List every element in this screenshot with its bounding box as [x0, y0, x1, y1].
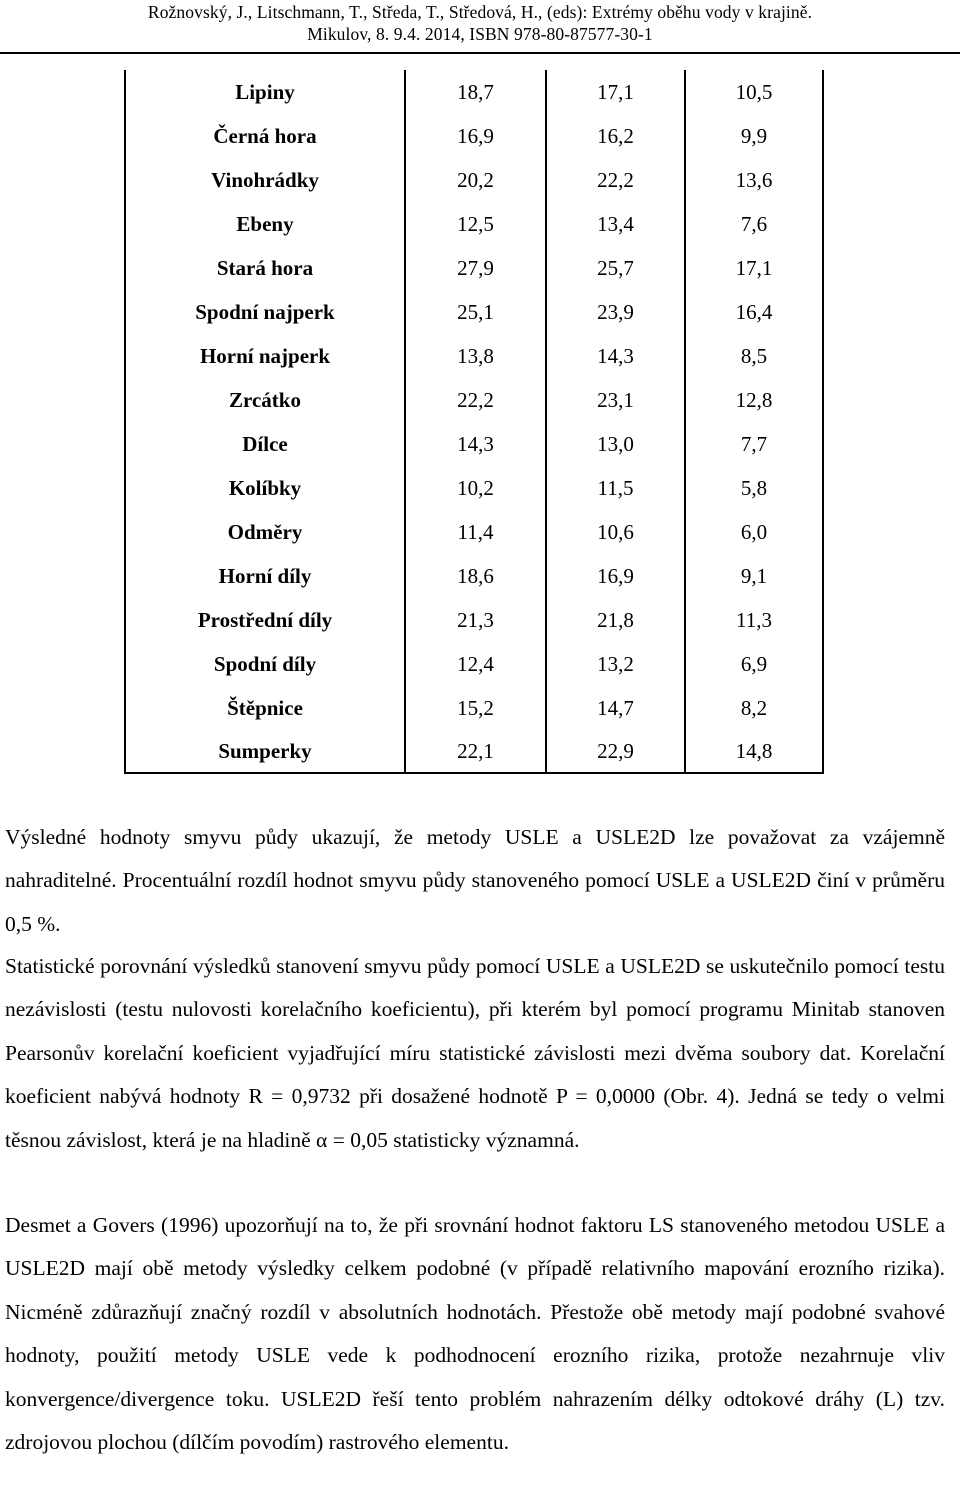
cell-value-2: 14,7 — [546, 686, 685, 730]
cell-value-1: 10,2 — [405, 466, 546, 510]
table-row — [125, 246, 823, 290]
cell-locality: Stará hora — [125, 246, 405, 290]
cell-value-2: 13,2 — [546, 642, 685, 686]
table-row — [125, 466, 823, 510]
table-row — [125, 598, 823, 642]
header-citation: Rožnovský, J., Litschmann, T., Středa, T., Středová, H., (eds): Extrémy oběhu vody v krajině. — [147, 2, 813, 22]
cell-value-3: 5,8 — [685, 466, 823, 510]
cell-locality: Lipiny — [125, 70, 405, 114]
cell-locality: Sumperky — [125, 730, 405, 773]
cell-value-3: 8,2 — [685, 686, 823, 730]
cell-value-3: 9,9 — [685, 114, 823, 158]
cell-value-1: 11,4 — [405, 510, 546, 554]
table-row — [125, 510, 823, 554]
table-row — [125, 422, 823, 466]
cell-locality: Štěpnice — [125, 686, 405, 730]
table-row — [125, 290, 823, 334]
results-table — [124, 70, 824, 774]
paragraph-text: Desmet a Govers (1996) upozorňují na to, že při srovnání hodnot faktoru LS stanoveného metodou USLE a USLE2D mají obě metody výsledky celkem podobné (v případě relativního mapování erozního rizika). Nicméně zdůrazňují značný rozdíl v absolutních hodnotách. Přestože obě metody mají podobné svahové hodnoty, použití metody USLE vede k podhodnocení erozního rizika, protože nezahrnuje vliv konvergence/divergence toku. USLE2D řeší tento problém nahrazením délky odtokové dráhy (L) tzv. zdrojovou plochou (dílčím povodím) rastrového elementu. — [5, 1213, 945, 1455]
cell-value-3: 8,5 — [685, 334, 823, 378]
header-conference: Mikulov, 8. 9.4. 2014, ISBN 978-80-87577-30-1 — [307, 24, 653, 44]
cell-value-2: 22,9 — [546, 730, 685, 773]
cell-locality: Černá hora — [125, 114, 405, 158]
cell-value-3: 6,0 — [685, 510, 823, 554]
cell-locality: Kolíbky — [125, 466, 405, 510]
cell-value-2: 14,3 — [546, 334, 685, 378]
cell-value-1: 13,8 — [405, 334, 546, 378]
paragraph-text: Výsledné hodnoty smyvu půdy ukazují, že metody USLE a USLE2D lze považovat za vzájemně nahraditelné. Procentuální rozdíl hodnot smyvu půdy stanoveného pomocí USLE a USLE2D činí v průměru 0,5 %. — [5, 825, 945, 936]
cell-locality: Spodní díly — [125, 642, 405, 686]
cell-value-1: 21,3 — [405, 598, 546, 642]
cell-value-2: 22,2 — [546, 158, 685, 202]
cell-locality: Horní díly — [125, 554, 405, 598]
table-row — [125, 686, 823, 730]
cell-value-1: 14,3 — [405, 422, 546, 466]
table-row — [125, 378, 823, 422]
paragraph-results — [5, 816, 945, 946]
cell-value-2: 21,8 — [546, 598, 685, 642]
paragraph-statistics — [5, 945, 945, 1162]
cell-value-2: 25,7 — [546, 246, 685, 290]
table-row — [125, 730, 823, 773]
table-row — [125, 202, 823, 246]
cell-value-1: 22,1 — [405, 730, 546, 773]
table-row — [125, 158, 823, 202]
cell-value-3: 10,5 — [685, 70, 823, 114]
cell-value-3: 6,9 — [685, 642, 823, 686]
cell-locality: Ebeny — [125, 202, 405, 246]
cell-value-1: 12,5 — [405, 202, 546, 246]
table-row — [125, 70, 823, 114]
cell-value-1: 12,4 — [405, 642, 546, 686]
cell-value-3: 14,8 — [685, 730, 823, 773]
results-table-container — [124, 70, 822, 774]
cell-value-2: 11,5 — [546, 466, 685, 510]
cell-locality: Spodní najperk — [125, 290, 405, 334]
cell-value-1: 20,2 — [405, 158, 546, 202]
cell-value-3: 11,3 — [685, 598, 823, 642]
cell-value-3: 9,1 — [685, 554, 823, 598]
paragraph-text: Statistické porovnání výsledků stanovení smyvu půdy pomocí USLE a USLE2D se uskutečnilo pomocí testu nezávislosti (testu nulovosti korelačního koeficientu), při kterém byl pomocí programu Minitab stanoven Pearsonův korelační koeficient vyjadřující míru statistické závislosti mezi dvěma soubory dat. Korelační koeficient nabývá hodnoty R = 0,9732 při dosažené hodnotě P = 0,0000 (Obr. 4). Jedná se tedy o velmi těsnou závislost, která je na hladině α = 0,05 statisticky významná. — [5, 954, 945, 1152]
cell-value-3: 17,1 — [685, 246, 823, 290]
cell-locality: Vinohrádky — [125, 158, 405, 202]
cell-value-1: 25,1 — [405, 290, 546, 334]
cell-value-1: 16,9 — [405, 114, 546, 158]
page-header — [0, 0, 960, 54]
cell-value-2: 10,6 — [546, 510, 685, 554]
cell-value-3: 13,6 — [685, 158, 823, 202]
cell-value-1: 22,2 — [405, 378, 546, 422]
cell-locality: Prostřední díly — [125, 598, 405, 642]
table-row — [125, 334, 823, 378]
cell-value-2: 16,9 — [546, 554, 685, 598]
cell-value-2: 13,4 — [546, 202, 685, 246]
cell-value-1: 18,6 — [405, 554, 546, 598]
cell-value-2: 16,2 — [546, 114, 685, 158]
table-row — [125, 114, 823, 158]
table-row — [125, 642, 823, 686]
cell-locality: Horní najperk — [125, 334, 405, 378]
cell-value-3: 7,7 — [685, 422, 823, 466]
cell-value-2: 23,9 — [546, 290, 685, 334]
paragraph-literature — [5, 1204, 945, 1464]
cell-value-1: 18,7 — [405, 70, 546, 114]
cell-value-2: 17,1 — [546, 70, 685, 114]
cell-locality: Zrcátko — [125, 378, 405, 422]
results-table-body — [125, 70, 823, 773]
cell-value-2: 13,0 — [546, 422, 685, 466]
table-row — [125, 554, 823, 598]
cell-value-3: 16,4 — [685, 290, 823, 334]
cell-value-1: 27,9 — [405, 246, 546, 290]
cell-value-3: 7,6 — [685, 202, 823, 246]
cell-locality: Odměry — [125, 510, 405, 554]
cell-value-1: 15,2 — [405, 686, 546, 730]
cell-locality: Dílce — [125, 422, 405, 466]
cell-value-2: 23,1 — [546, 378, 685, 422]
cell-value-3: 12,8 — [685, 378, 823, 422]
